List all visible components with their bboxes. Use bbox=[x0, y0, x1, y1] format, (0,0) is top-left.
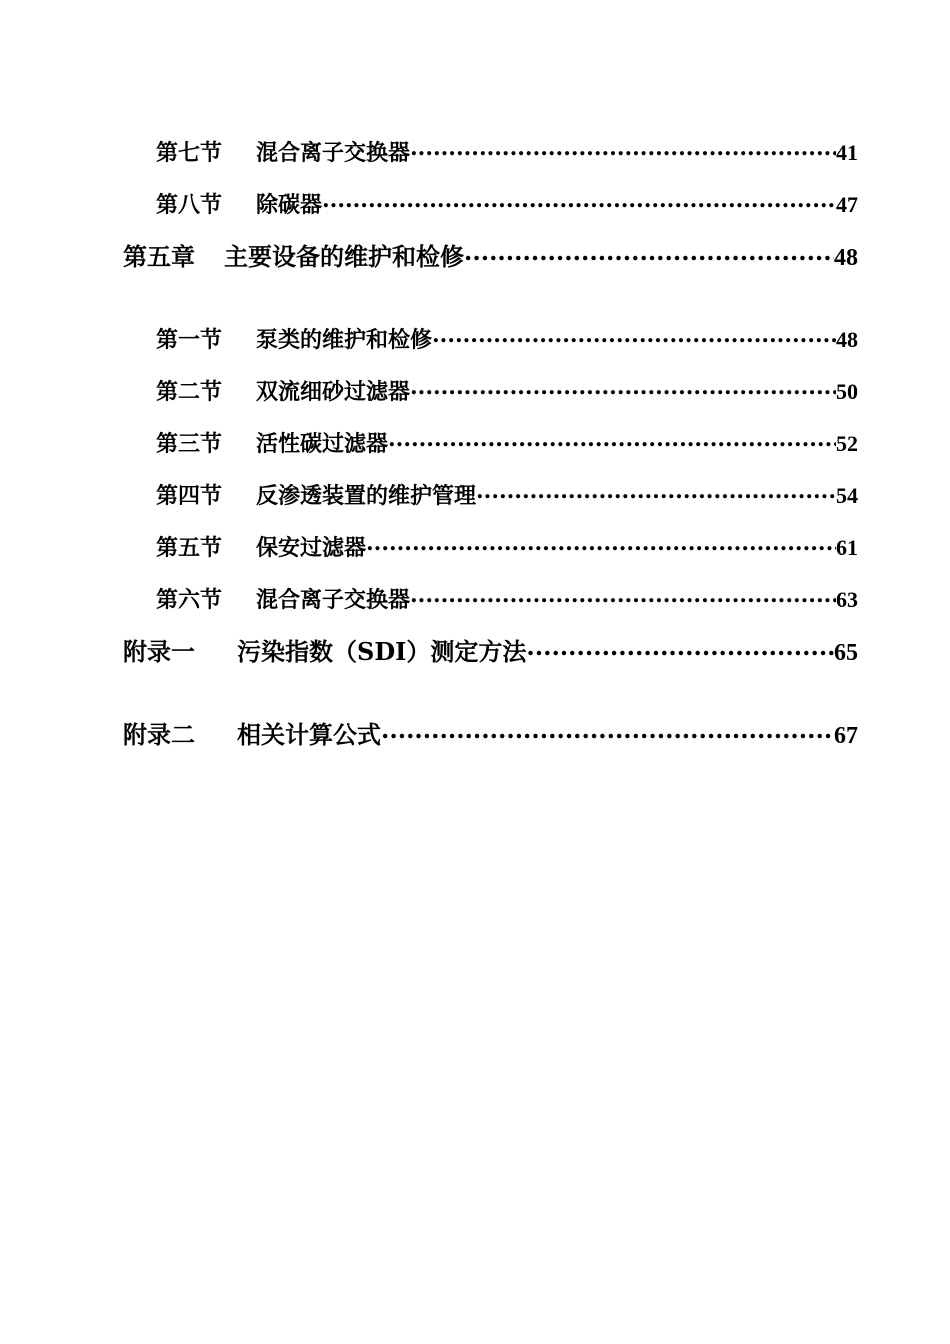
toc-entry-label: 第一节 bbox=[156, 327, 223, 353]
toc-leader-dots bbox=[464, 241, 834, 265]
toc-entry-label: 第五节 bbox=[156, 535, 223, 561]
toc-entry-page: 47 bbox=[836, 192, 858, 217]
toc-entry-section-7[interactable] bbox=[156, 138, 858, 168]
toc-entry-title: 相关计算公式 bbox=[237, 720, 381, 749]
toc-entry-label: 第五章 bbox=[123, 242, 195, 271]
toc-entry-label: 第四节 bbox=[156, 483, 223, 509]
toc-entry-title: 双流细砂过滤器 bbox=[256, 379, 411, 405]
toc-entry-page: 67 bbox=[834, 723, 858, 749]
toc-entry-label: 附录一 bbox=[123, 637, 195, 666]
toc-entry-page: 61 bbox=[836, 535, 858, 560]
toc-entry-label: 第二节 bbox=[156, 379, 223, 405]
toc-entry-title: 活性碳过滤器 bbox=[256, 431, 389, 457]
toc-entry-section-6[interactable] bbox=[156, 585, 858, 615]
toc-entry-page: 48 bbox=[836, 327, 858, 352]
toc-entry-section-3[interactable] bbox=[156, 429, 858, 459]
toc-entry-page: 63 bbox=[836, 587, 858, 612]
toc-entry-page: 52 bbox=[836, 431, 858, 456]
toc-entry-appendix-1[interactable] bbox=[123, 636, 858, 668]
toc-entry-label: 第七节 bbox=[156, 140, 223, 166]
toc-entry-chapter-5[interactable] bbox=[123, 241, 858, 273]
toc-leader-dots bbox=[388, 429, 836, 451]
toc-leader-dots bbox=[410, 585, 836, 607]
toc-entry-page: 48 bbox=[834, 245, 858, 271]
toc-entry-title: 反渗透装置的维护管理 bbox=[256, 483, 477, 509]
toc-leader-dots bbox=[366, 533, 836, 555]
toc-leader-dots bbox=[410, 377, 836, 399]
toc-entry-title: 混合离子交换器 bbox=[256, 587, 411, 613]
toc-entry-label: 第八节 bbox=[156, 192, 223, 218]
toc-entry-title: 保安过滤器 bbox=[256, 535, 367, 561]
toc-entry-title: 混合离子交换器 bbox=[256, 140, 411, 166]
toc-entry-appendix-2[interactable] bbox=[123, 719, 858, 751]
toc-entry-section-4[interactable] bbox=[156, 481, 858, 511]
toc-entry-label: 附录二 bbox=[123, 720, 195, 749]
toc-leader-dots bbox=[410, 138, 836, 160]
toc-entry-title: 除碳器 bbox=[256, 192, 323, 218]
toc-entry-section-2[interactable] bbox=[156, 377, 858, 407]
toc-entry-label: 第三节 bbox=[156, 431, 223, 457]
toc-entry-section-1[interactable] bbox=[156, 325, 858, 355]
toc-entry-title: 泵类的维护和检修 bbox=[256, 327, 433, 353]
toc-entry-page: 54 bbox=[836, 483, 858, 508]
toc-entry-title: 主要设备的维护和检修 bbox=[224, 242, 464, 271]
toc-leader-dots bbox=[381, 719, 834, 743]
toc-leader-dots bbox=[526, 636, 834, 660]
toc-entry-page: 41 bbox=[836, 140, 858, 165]
toc-leader-dots bbox=[476, 481, 836, 503]
toc-entry-page: 65 bbox=[834, 640, 858, 666]
toc-leader-dots bbox=[432, 325, 836, 347]
toc-entry-label: 第六节 bbox=[156, 587, 223, 613]
toc-entry-title: 污染指数（SDI）测定方法 bbox=[237, 637, 527, 666]
toc-entry-section-8[interactable] bbox=[156, 190, 858, 220]
toc-entry-section-5[interactable] bbox=[156, 533, 858, 563]
toc-entry-page: 50 bbox=[836, 379, 858, 404]
toc-leader-dots bbox=[322, 190, 836, 212]
